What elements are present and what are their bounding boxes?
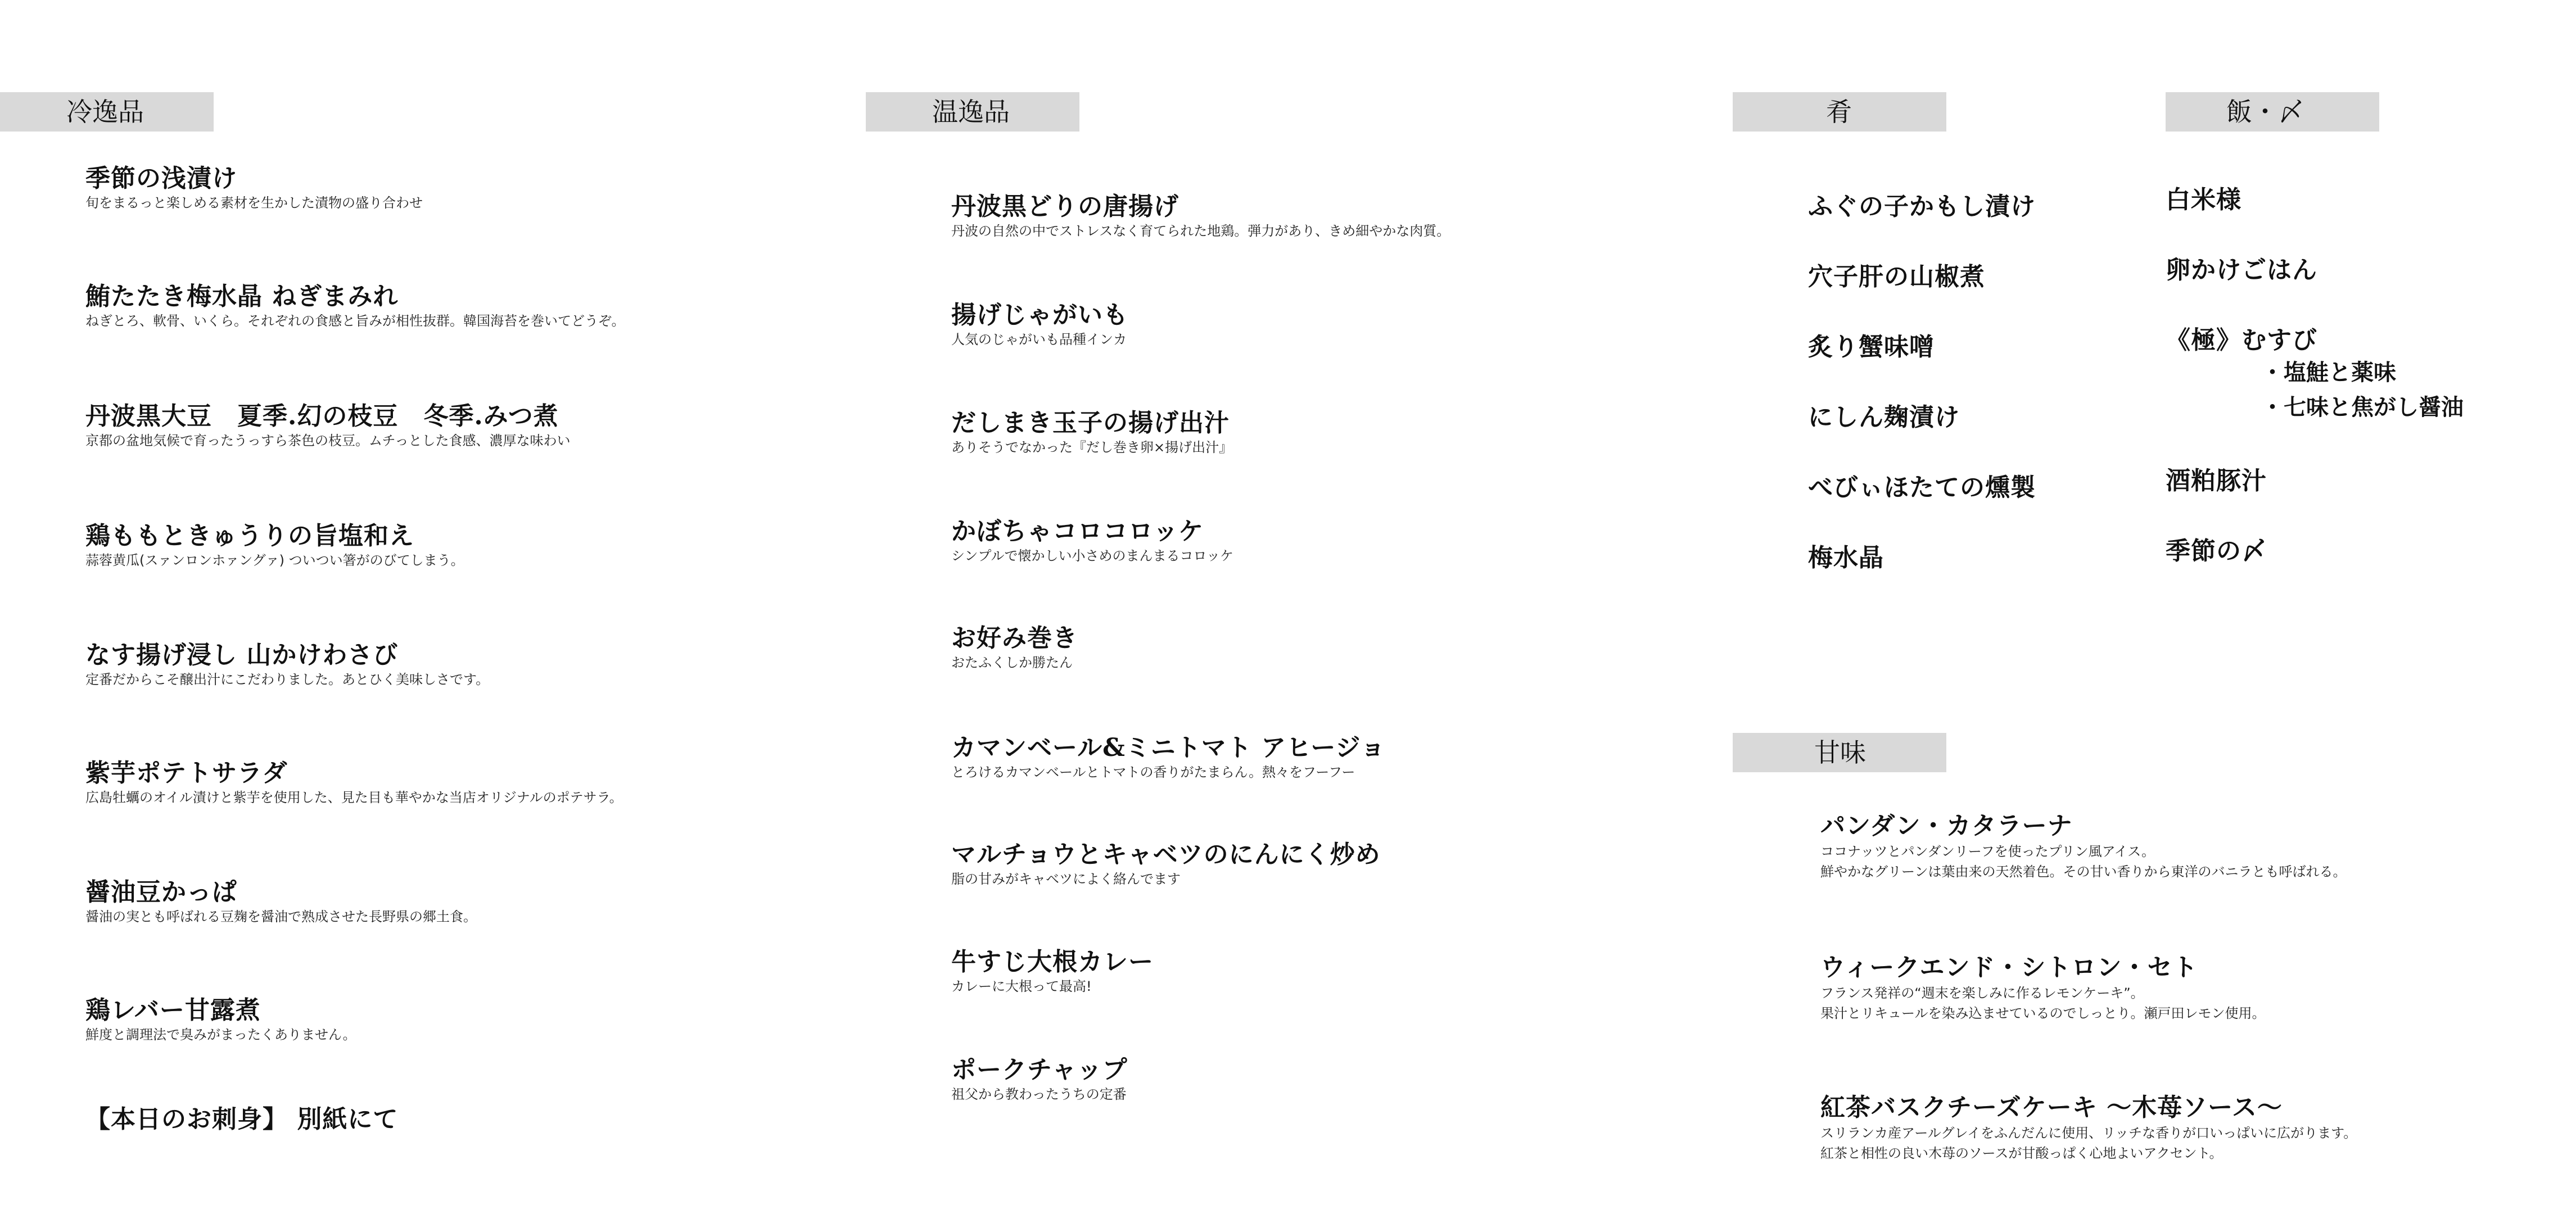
item-name: ウィークエンド・シトロン・セト: [1820, 953, 2198, 982]
item-name: 紫芋ポテトサラダ: [85, 759, 288, 787]
menu-item: [2166, 466, 2267, 496]
item-description: 京都の盆地気候で育ったうっすら茶色の枝豆。ムチっとした食感、濃厚な味わい: [85, 433, 571, 449]
section-header-cold: [0, 92, 214, 132]
menu-item: [85, 641, 489, 688]
item-name: だしまき玉子の揚げ出汁: [951, 409, 1230, 437]
section-header-warm: [866, 92, 1079, 132]
section-header-sweets: [1733, 733, 1946, 772]
item-description: 祖父から教わったうちの定番: [951, 1086, 1127, 1102]
item-name: 炙り蟹味噌: [1808, 333, 1935, 361]
item-name: 紅茶バスクチーズケーキ 〜木苺ソース〜: [1820, 1093, 2283, 1122]
menu-item: [951, 733, 1386, 781]
menu-item: [1808, 333, 1935, 362]
menu-item: [2166, 185, 2241, 215]
menu-item: [1808, 403, 1960, 432]
item-description: 紅茶と相性の良い木苺のソースが甘酸っぱく心地よいアクセント。: [1820, 1145, 2223, 1161]
item-name: 穴子肝の山椒煮: [1808, 262, 1985, 291]
menu-item: [1808, 192, 2036, 221]
item-name: 卵かけごはん: [2166, 256, 2317, 284]
menu-item: [85, 522, 464, 569]
item-description: 広島牡蠣のオイル漬けと紫芋を使用した、見た目も華やかな当店オリジナルのポテサラ。: [85, 790, 623, 805]
item-description: 脂の甘みがキャベツによく絡んでます: [951, 871, 1181, 887]
menu-item: [951, 192, 1450, 239]
item-description: 鮮度と調理法で臭みがまったくありません。: [85, 1027, 356, 1043]
section-title-sweets: 甘味: [1814, 737, 1866, 768]
menu-item: [951, 301, 1128, 348]
menu-item: [951, 840, 1381, 887]
menu-item: [1808, 473, 2036, 502]
item-sub-line: ・塩鮭と薬味: [2261, 359, 2396, 386]
menu-item: [951, 517, 1233, 564]
menu-item: [2166, 326, 2464, 425]
menu-item: [85, 1105, 398, 1134]
item-name: 鶏ももときゅうりの旨塩和え: [85, 522, 414, 550]
item-name: パンダン・カタラーナ: [1820, 812, 2073, 840]
item-description: スリランカ産アールグレイをふんだんに使用、リッチな香りが口いっぱいに広がります。: [1820, 1125, 2357, 1141]
section-title-cold: 冷逸品: [66, 97, 144, 127]
item-description: 鮮やかなグリーンは葉由来の天然着色。その甘い香りから東洋のバニラとも呼ばれる。: [1820, 864, 2347, 880]
menu-item: [1820, 812, 2347, 881]
item-name: カマンベール&ミニトマト アヒージョ: [951, 733, 1386, 762]
section-header-sakana: [1733, 92, 1946, 132]
menu-item: [2166, 256, 2317, 285]
menu-item: [85, 759, 623, 806]
item-name: にしん麹漬け: [1808, 403, 1960, 432]
section-header-rice: [2166, 92, 2379, 132]
item-description: ココナッツとパンダンリーフを使ったプリン風アイス。: [1820, 844, 2155, 859]
menu-item: [1820, 1093, 2357, 1163]
menu-item: [85, 164, 423, 211]
item-name: マルチョウとキャベツのにんにく炒め: [951, 840, 1381, 869]
item-description: フランス発祥の“週末を楽しみに作るレモンケーキ”。: [1820, 985, 2144, 1001]
item-description: おたふくしか勝たん: [951, 655, 1073, 671]
item-name: 揚げじゃがいも: [951, 301, 1128, 329]
item-description: 蒜蓉黄瓜(スァンロンホァングァ) ついつい箸がのびてしまう。: [85, 552, 464, 568]
item-name: なす揚げ浸し 山かけわさび: [85, 641, 399, 669]
item-description: シンプルで懐かしい小さめのまんまるコロッケ: [951, 548, 1233, 564]
item-name: 季節の浅漬け: [85, 164, 237, 193]
item-name: 醤油豆かっぱ: [85, 878, 237, 907]
menu-item: [951, 624, 1078, 671]
item-description: 果汁とリキュールを染み込ませているのでしっとり。瀬戸田レモン使用。: [1820, 1005, 2266, 1021]
item-sub-list: [2166, 355, 2464, 425]
item-description: カレーに大根って最高!: [951, 979, 1092, 994]
item-name: 季節の〆: [2166, 537, 2267, 565]
section-title-sakana: 肴: [1826, 97, 1852, 127]
item-description: 定番だからこそ醸出汁にこだわりました。あとひく美味しさです。: [85, 672, 490, 687]
menu-item: [1820, 953, 2266, 1023]
item-name: 白米様: [2166, 185, 2241, 214]
menu-item: [85, 878, 477, 925]
section-title-rice: 飯・〆: [2226, 97, 2304, 127]
item-name: 鶏レバー甘露煮: [85, 996, 261, 1025]
item-name: 【本日のお刺身】 別紙にて: [85, 1105, 399, 1134]
item-name: 鮪たたき梅水晶 ねぎまみれ: [85, 282, 399, 311]
item-name: べびぃほたての燻製: [1808, 473, 2036, 502]
menu-item: [85, 402, 571, 449]
item-name: お好み巻き: [951, 624, 1078, 653]
item-name: かぼちゃコロコロッケ: [951, 517, 1204, 546]
item-name: 丹波黒大豆 夏季.幻の枝豆 冬季.みつ煮: [85, 402, 559, 431]
item-description: 旬をまるっと楽しめる素材を生かした漬物の盛り合わせ: [85, 195, 423, 211]
item-description: ありそうでなかった『だし巻き卵×揚げ出汁』: [951, 440, 1233, 455]
section-title-warm: 温逸品: [932, 97, 1010, 127]
item-description: とろけるカマンベールとトマトの香りがたまらん。熱々をフーフー: [951, 764, 1355, 780]
item-sub-line: ・七味と焦がし醤油: [2261, 394, 2464, 420]
menu-item: [2166, 537, 2267, 566]
menu-item: [951, 409, 1232, 456]
item-description: 人気のじゃがいも品種インカ: [951, 332, 1127, 347]
menu-item: [85, 282, 625, 329]
menu-item: [951, 1056, 1128, 1103]
item-description: ねぎとろ、軟骨、いくら。それぞれの食感と旨みが相性抜群。韓国海苔を巻いてどうぞ。: [85, 313, 625, 329]
menu-item: [1808, 262, 1985, 292]
item-name: 酒粕豚汁: [2166, 466, 2267, 495]
item-name: 《極》むすび: [2166, 326, 2317, 355]
item-name: ポークチャップ: [951, 1056, 1128, 1084]
item-name: 牛すじ大根カレー: [951, 948, 1154, 976]
menu-item: [85, 996, 356, 1043]
item-name: 梅水晶: [1808, 543, 1884, 572]
item-name: 丹波黒どりの唐揚げ: [951, 192, 1179, 221]
item-description: 醤油の実とも呼ばれる豆麹を醤油で熟成させた長野県の郷土食。: [85, 909, 477, 925]
menu-item: [1808, 543, 1884, 573]
item-name: ふぐの子かもし漬け: [1808, 192, 2036, 221]
item-description: 丹波の自然の中でストレスなく育てられた地鶏。弾力があり、きめ細やかな肉質。: [951, 223, 1450, 239]
menu-item: [951, 948, 1154, 995]
